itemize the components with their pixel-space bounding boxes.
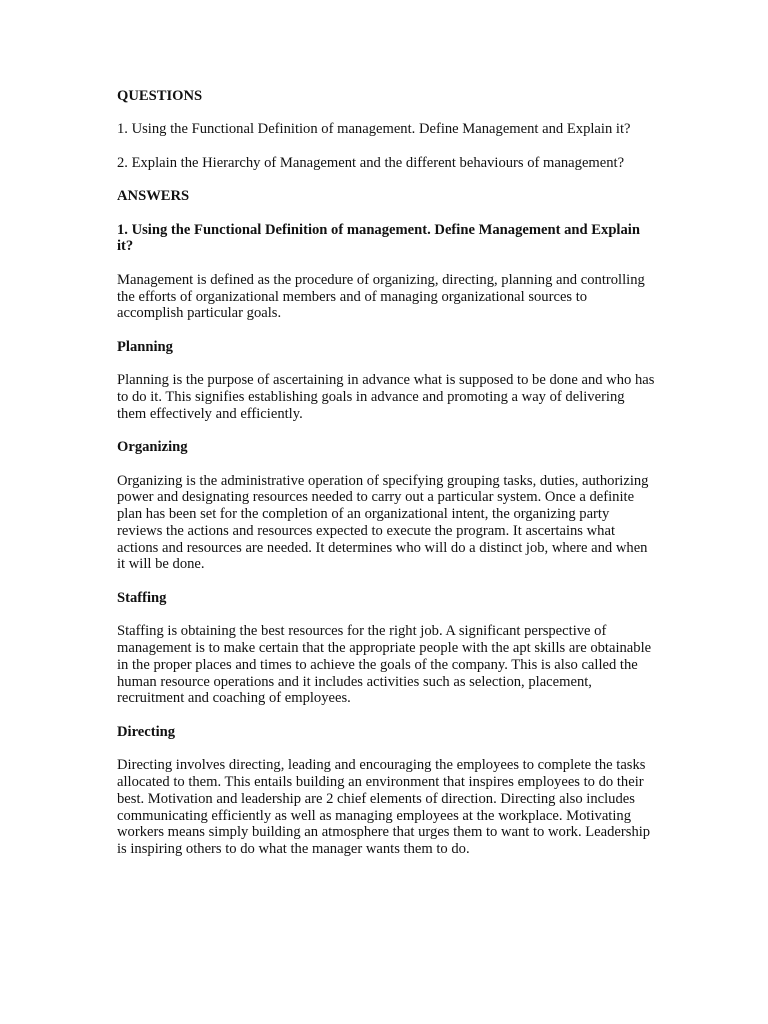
answers-heading: ANSWERS: [117, 188, 190, 205]
section-heading-directing: Directing: [117, 723, 176, 740]
section-heading-organizing: Organizing: [117, 439, 188, 456]
section-heading-staffing: Staffing: [117, 589, 167, 606]
question-1: 1. Using the Functional Definition of management. Define Management and Explain it?: [117, 121, 631, 138]
answer-1-heading: 1. Using the Functional Definition of management. Define Management and Explain it?: [117, 221, 640, 255]
document-body: [117, 88, 657, 875]
section-body-organizing: Organizing is the administrative operation of specifying grouping tasks, duties, authorizing power and designating resources needed to carry out a particular system. Once a definite plan has been set for the completion of an organizational intent, the organizing party reviews the actions and resources expected to execute the program. It ascertains what actions and resources are needed. It determines who will do a distinct job, where and when it will be done.: [117, 472, 649, 573]
definition-paragraph: Management is defined as the procedure of organizing, directing, planning and controlling the efforts of organizational members and of managing organizational sources to accomplish particular goals.: [117, 271, 645, 322]
section-body-staffing: Staffing is obtaining the best resources for the right job. A significant perspective of management is to make certain that the appropriate people with the apt skills are obtainable in the proper places and times to achieve the goals of the company. This is also called the human resource operations and it includes activities such as selection, placement, recruitment and coaching of employees.: [117, 623, 652, 707]
section-heading-planning: Planning: [117, 338, 173, 355]
question-2: 2. Explain the Hierarchy of Management and the different behaviours of management?: [117, 154, 625, 171]
section-body-planning: Planning is the purpose of ascertaining in advance what is supposed to be done and who has to do it. This signifies establishing goals in advance and promoting a way of delivering them effectively and efficiently.: [117, 372, 655, 422]
questions-heading: QUESTIONS: [117, 88, 203, 104]
section-body-directing: Directing involves directing, leading and encouraging the employees to complete the tasks allocated to them. This entails building an environment that inspires employees to do their best. Motivation and leadership are 2 chief elements of direction. Directing also includes communicating efficiently as well as managing employees at the workplace. Motivating workers means simply building an atmosphere that urges them to want to work. Leadership is inspiring others to do what the manager wants them to do.: [117, 757, 651, 858]
